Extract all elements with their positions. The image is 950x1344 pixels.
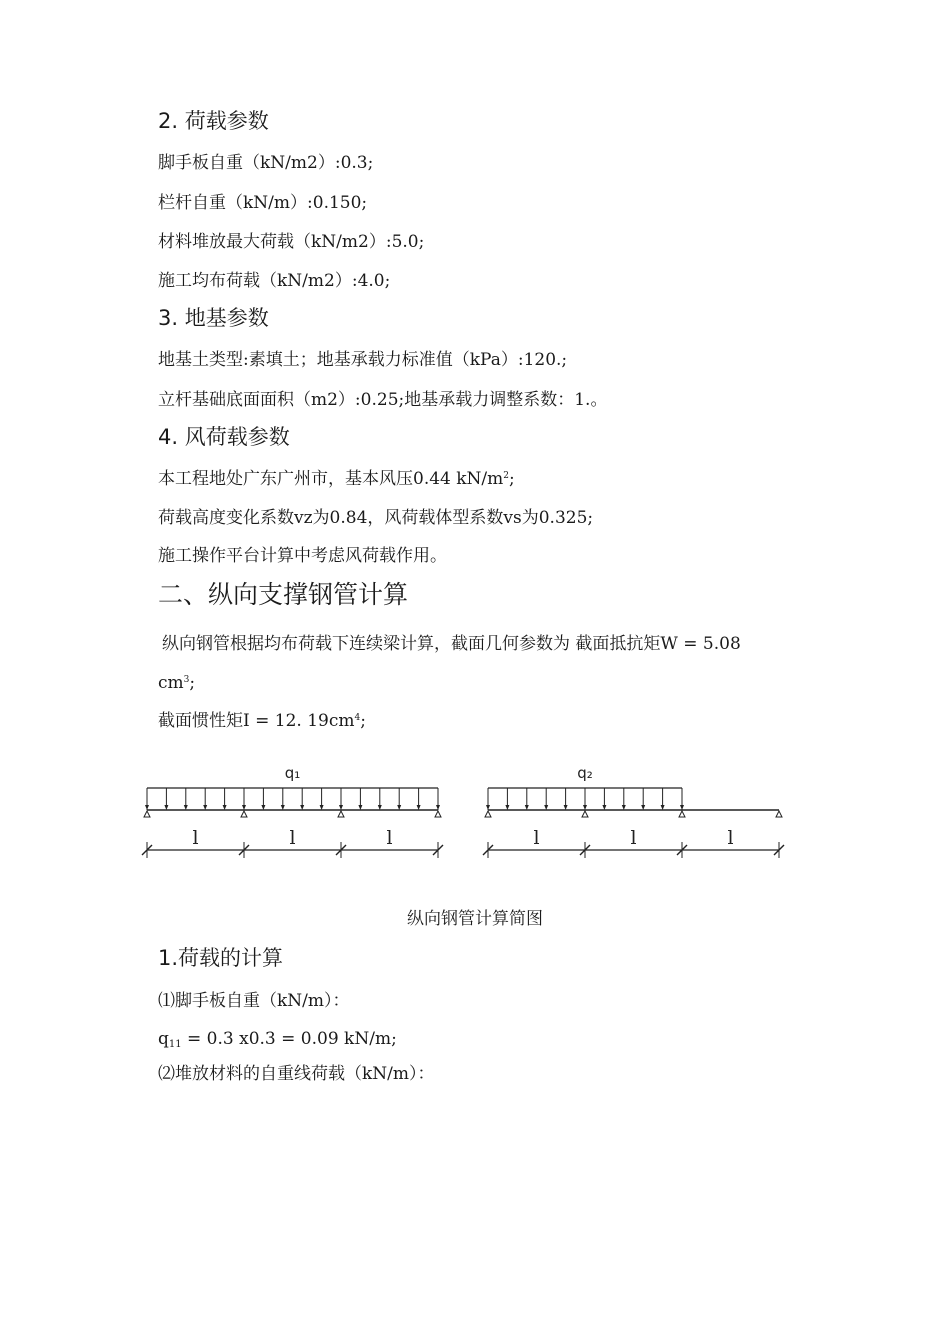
chapter-heading-longitudinal-tube: 二、纵向支撑钢管计算	[158, 580, 409, 609]
span-label: l	[192, 827, 199, 849]
diagram-caption: 纵向钢管计算简图	[407, 909, 543, 929]
span-label: l	[289, 827, 296, 849]
calc-equation-q11: $q_{11} = 0.3$ x0.3 = 0.09 kN/m;	[158, 1029, 397, 1050]
moment-of-inertia-text: 截面惯性矩I = 12. $19cm^4$;	[158, 711, 366, 731]
section-heading-load-params: 2. 荷载参数	[158, 109, 269, 133]
load-item-railing-weight: 栏杆自重（kN/m）:0.150;	[158, 193, 368, 213]
support-icon	[485, 811, 491, 817]
support-icon	[776, 811, 782, 817]
support-icon	[144, 811, 150, 817]
load-label: q₁	[284, 764, 301, 782]
section-params-text-cont: $cm^3$;	[158, 673, 196, 693]
wind-item-coefficients: 荷载高度变化系数vz为0.84，风荷载体型系数vs为0.325;	[158, 508, 594, 528]
wind-item-basic-pressure: 本工程地处广东广州市，基本风压0.44 $kN/m^2$;	[158, 469, 515, 489]
calc-item-material-weight: ⑵堆放材料的自重线荷载（kN/m）：	[158, 1064, 435, 1084]
span-label: l	[727, 827, 734, 849]
support-icon	[435, 811, 441, 817]
support-icon	[241, 811, 247, 817]
section-params-text: 纵向钢管根据均布荷载下连续梁计算，截面几何参数为 截面抵抗矩W = 5.08	[162, 634, 741, 654]
span-label: l	[386, 827, 393, 849]
load-label: q₂	[577, 764, 593, 782]
load-item-construction-load: 施工均布荷载（kN/m2）:4.0;	[158, 271, 391, 291]
section-heading-wind-params: 4. 风荷载参数	[158, 425, 290, 449]
calc-item-plank-weight: ⑴脚手板自重（kN/m）：	[158, 991, 350, 1011]
ground-item-base-area: 立杆基础底面面积（m2）:0.25;地基承载力调整系数：1.。	[158, 390, 608, 410]
beam-load-diagram	[140, 760, 800, 865]
wind-item-consideration: 施工操作平台计算中考虑风荷载作用。	[158, 546, 447, 566]
ground-item-soil-type: 地基土类型:素填土；地基承载力标准值（kPa）:120.;	[158, 350, 568, 370]
span-label: l	[630, 827, 637, 849]
span-label: l	[533, 827, 540, 849]
support-icon	[338, 811, 344, 817]
load-item-material-max-load: 材料堆放最大荷载（kN/m2）:5.0;	[158, 232, 425, 252]
support-icon	[679, 811, 685, 817]
beam-diagram-q1	[142, 764, 443, 858]
section-heading-ground-params: 3. 地基参数	[158, 306, 269, 330]
section-heading-load-calc: 1.荷载的计算	[158, 946, 284, 970]
load-item-plank-weight: 脚手板自重（kN/m2）:0.3;	[158, 153, 374, 173]
support-icon	[582, 811, 588, 817]
beam-diagram-q2	[483, 764, 784, 858]
